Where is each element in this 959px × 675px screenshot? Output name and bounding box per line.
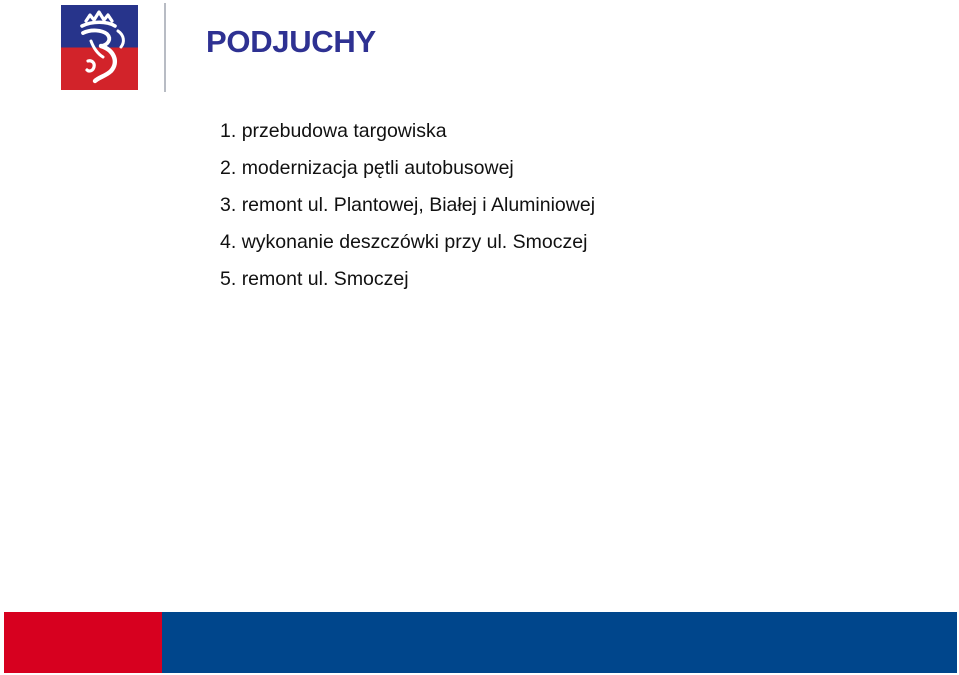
item-list	[220, 113, 595, 298]
list-item-text: przebudowa targowiska	[241, 120, 447, 142]
list-item-text: remont ul. Smoczej	[241, 268, 409, 290]
footer-red-block	[4, 612, 162, 673]
footer-bar	[4, 612, 957, 673]
griffin-logo-icon	[61, 5, 138, 90]
list-item-number: 3.	[220, 194, 237, 216]
list-item	[220, 224, 595, 261]
list-item-text: modernizacja pętli autobusowej	[241, 157, 514, 179]
list-item-text: remont ul. Plantowej, Białej i Aluminiowej	[241, 194, 596, 216]
list-item	[220, 261, 595, 298]
list-item	[220, 113, 595, 150]
list-item-number: 2.	[220, 157, 237, 179]
list-item-text: wykonanie deszczówki przy ul. Smoczej	[241, 231, 588, 253]
list-item-number: 4.	[220, 231, 237, 253]
list-item-number: 1.	[220, 120, 237, 142]
header-divider	[164, 3, 166, 92]
list-item	[220, 187, 595, 224]
page-title: PODJUCHY	[206, 24, 376, 59]
list-item-number: 5.	[220, 268, 237, 290]
list-item	[220, 150, 595, 187]
footer-blue-block	[162, 612, 957, 673]
